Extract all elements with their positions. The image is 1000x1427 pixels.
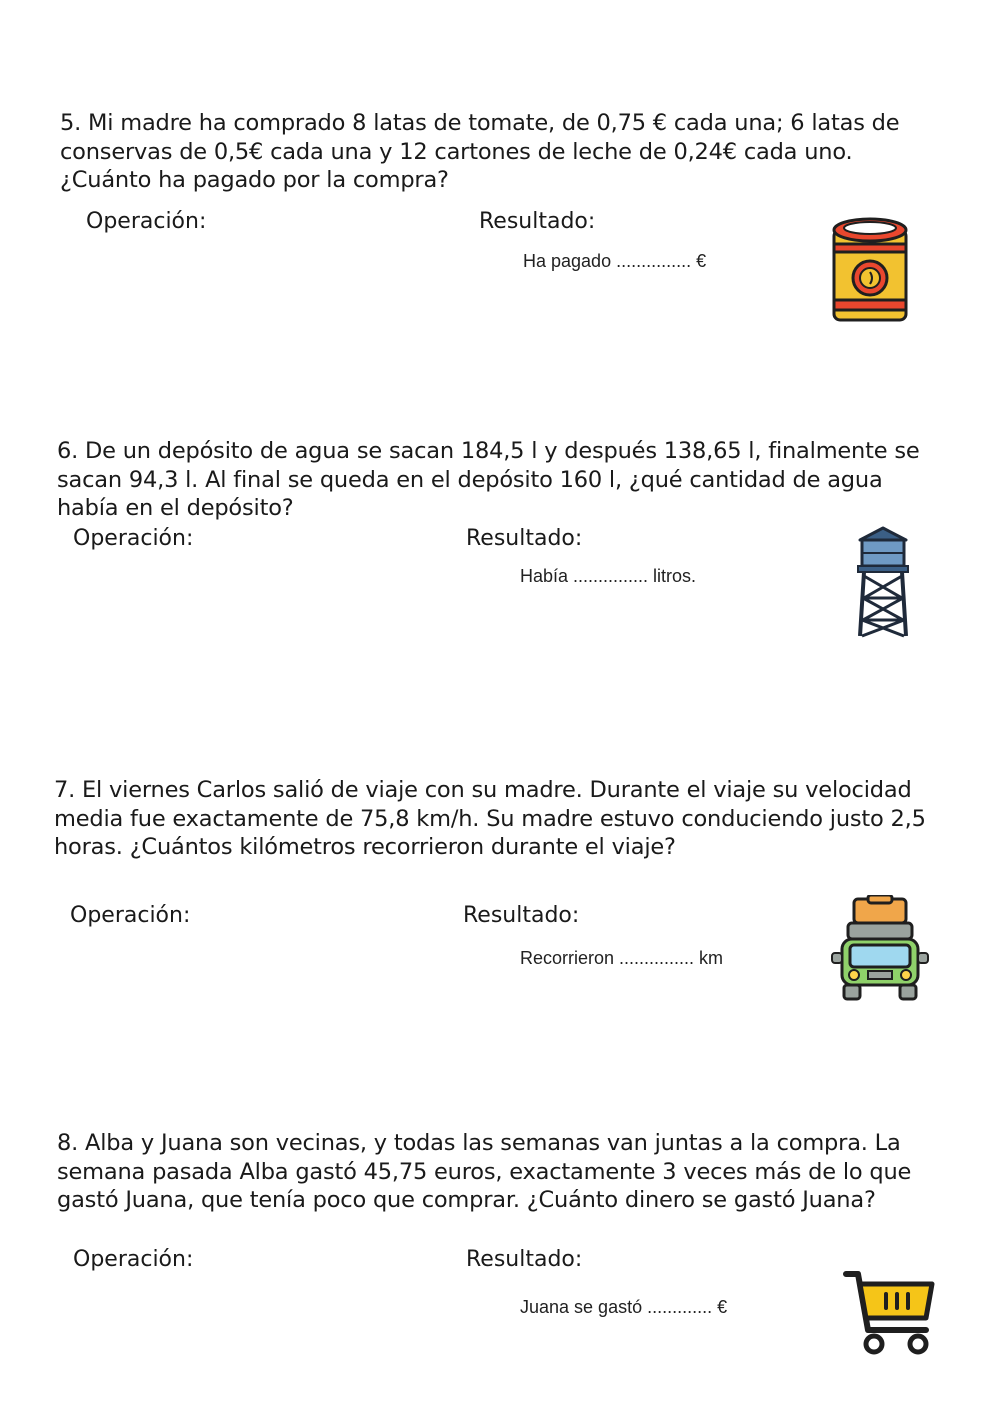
problem-5-answer-line[interactable]: Ha pagado ............... €: [523, 251, 707, 271]
problem-5-text: 5. Mi madre ha comprado 8 latas de tomate, de 0,75 € cada una; 6 latas de conservas de 0,5€ cada una y 12 cartones de leche de 0,24€ cada uno. ¿Cuánto ha pagado por la compra?: [60, 110, 900, 193]
problem-6-text: 6. De un depósito de agua se sacan 184,5 l y después 138,65 l, finalmente se sacan 94,3 l. Al final se queda en el depósito 160 l, ¿qué cantidad de agua había en el depósito?: [57, 438, 920, 521]
problem-7-text: 7. El viernes Carlos salió de viaje con su madre. Durante el viaje su velocidad media fue exactamente de 75,8 km/h. Su madre estuvo conduciendo justo 2,5 horas. ¿Cuántos kilómetros recorrieron durante el viaje?: [54, 777, 926, 860]
tomato-can-icon: [830, 214, 910, 328]
shopping-cart-icon: [842, 1270, 938, 1356]
problem-6-result-label: Resultado:: [466, 526, 583, 551]
problem-8-answer-line[interactable]: Juana se gastó ............. €: [520, 1297, 728, 1317]
problem-5-result-label: Resultado:: [479, 209, 596, 234]
problem-6-answer-line[interactable]: Había ............... litros.: [520, 566, 697, 586]
problem-8-operation-label: Operación:: [73, 1247, 194, 1272]
problem-7-operation-label: Operación:: [70, 903, 191, 928]
water-tower-icon: [854, 526, 912, 638]
problem-7-result-label: Resultado:: [463, 903, 580, 928]
problem-5-operation-label: Operación:: [86, 209, 207, 234]
car-with-luggage-icon: [830, 895, 930, 1009]
problem-8-text: 8. Alba y Juana son vecinas, y todas las semanas van juntas a la compra. La semana pasada Alba gastó 45,75 euros, exactamente 3 veces más de lo que gastó Juana, que tenía poco que comprar. ¿Cuánto dinero se gastó Juana?: [57, 1130, 912, 1213]
problem-7-answer-line[interactable]: Recorrieron ............... km: [520, 948, 724, 968]
problem-8-result-label: Resultado:: [466, 1247, 583, 1272]
problem-6-operation-label: Operación:: [73, 526, 194, 551]
